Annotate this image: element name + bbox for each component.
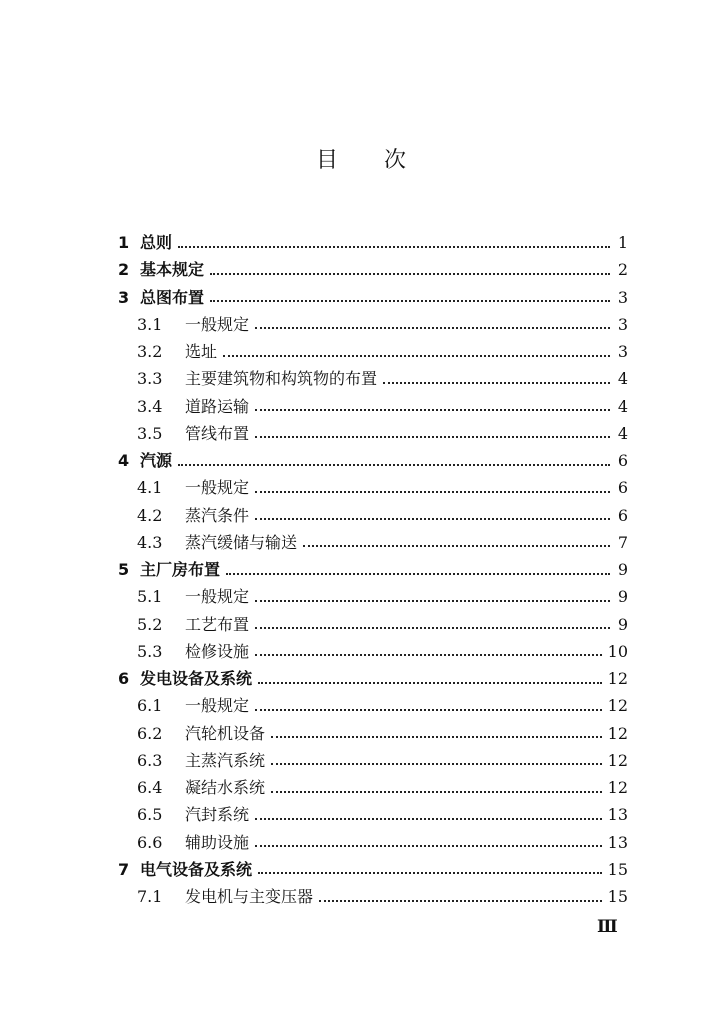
dot-leader [255,491,610,493]
toc-entry-number: 6.2 [137,723,163,743]
toc-entry[interactable] [118,365,628,392]
toc-entry[interactable] [118,474,628,501]
toc-entry-number: 5.2 [137,614,163,634]
toc-entry[interactable] [118,829,628,856]
toc-entry-page: 3 [617,342,628,361]
toc-entry-number: 3 [118,287,130,307]
dot-leader [383,382,610,384]
toc-entry-page: 10 [607,641,628,661]
toc-entry-page: 13 [607,832,628,852]
dot-leader [255,327,610,329]
dot-leader [210,300,610,302]
dot-leader [271,736,602,738]
toc-entry-title: 主厂房布置 [140,560,221,579]
toc-entry[interactable] [118,692,628,719]
toc-entry-page: 3 [617,314,628,334]
toc-entry[interactable] [118,774,628,801]
toc-entry-number: 7.1 [137,887,163,906]
toc-entry-title: 发电机与主变压器 [185,887,314,906]
toc-entry-title: 发电设备及系统 [140,669,253,688]
dot-leader [226,573,610,575]
toc-entry[interactable] [118,393,628,420]
toc-entry[interactable] [118,311,628,338]
toc-entry[interactable] [118,556,628,583]
toc-entry-page: 15 [607,887,628,906]
toc-entry-page: 2 [617,260,628,280]
toc-entry-number: 4.3 [137,532,163,552]
dot-leader [255,845,602,847]
toc-entry[interactable] [118,720,628,747]
page-folio: Ⅲ [597,917,618,937]
toc-entry-page: 7 [617,532,628,552]
toc-entry-page: 9 [617,560,628,579]
toc-entry-page: 15 [607,859,628,879]
toc-entry-number: 4.1 [137,478,163,498]
toc-entry-number: 3.1 [137,314,163,334]
toc-entry-number: 3.5 [137,423,163,443]
dot-leader [223,355,610,357]
toc-entry-page: 12 [607,750,628,770]
toc-entry[interactable] [118,284,628,311]
toc-entry[interactable] [118,856,628,883]
toc-entry-number: 5.1 [137,587,163,607]
dot-leader [255,436,610,438]
toc-entry-title: 基本规定 [140,260,205,280]
dot-leader [258,872,602,874]
toc-entry[interactable] [118,583,628,610]
toc-entry-page: 9 [617,614,628,634]
toc-entry-page: 12 [607,778,628,797]
dot-leader [255,409,610,411]
toc-entry[interactable] [118,638,628,665]
toc-entry[interactable] [118,502,628,529]
toc-entry-title: 汽轮机设备 [185,723,266,743]
toc-entry-page: 3 [617,287,628,307]
toc-entry-page: 12 [607,723,628,743]
toc-entry-page: 9 [617,587,628,607]
dot-leader [255,600,610,602]
page-title-char-2: 次 [384,148,409,173]
toc-entry[interactable] [118,883,628,910]
dot-leader [255,627,610,629]
toc-entry-number: 6.1 [137,696,163,716]
toc-entry-title: 一般规定 [185,587,250,607]
toc-entry-number: 4.2 [137,505,163,525]
toc-entry-number: 6.6 [137,832,163,852]
toc-entry-number: 6.3 [137,750,163,770]
toc-entry[interactable] [118,338,628,365]
dot-leader [271,763,602,765]
dot-leader [255,709,602,711]
toc-entry[interactable] [118,665,628,692]
toc-entry-page: 6 [617,451,628,470]
toc-entry-title: 主蒸汽系统 [185,750,266,770]
toc-entry-number: 6 [118,669,130,688]
toc-entry-number: 4 [118,451,130,470]
toc-entry-title: 汽封系统 [185,805,250,825]
toc-entry-title: 管线布置 [185,423,250,443]
toc-entry-number: 5.3 [137,641,163,661]
toc-entry-title: 检修设施 [185,641,250,661]
dot-leader [178,246,610,248]
toc-entry-number: 2 [118,260,130,280]
dot-leader [319,900,602,902]
dot-leader [255,818,602,820]
toc-entry-title: 一般规定 [185,478,250,498]
toc-entry-title: 总图布置 [140,287,205,307]
table-of-contents [118,229,628,910]
toc-entry-number: 6.5 [137,805,163,825]
dot-leader [255,654,602,656]
toc-entry-title: 总则 [140,233,173,252]
toc-entry[interactable] [118,256,628,283]
dot-leader [255,518,610,520]
toc-entry-page: 4 [617,396,628,416]
toc-entry-number: 3.3 [137,369,163,389]
toc-entry[interactable] [118,611,628,638]
toc-entry-title: 汽源 [140,451,173,470]
dot-leader [178,464,610,466]
toc-entry-title: 工艺布置 [185,614,250,634]
toc-entry-number: 3.2 [137,342,163,361]
toc-entry-number: 7 [118,859,130,879]
toc-entry-title: 蒸汽条件 [185,505,250,525]
toc-entry-page: 13 [607,805,628,825]
toc-entry-title: 凝结水系统 [185,778,266,797]
toc-entry-page: 1 [617,233,628,252]
page-title-char-1: 目 [315,148,340,173]
toc-entry-title: 道路运输 [185,396,250,416]
dot-leader [303,545,610,547]
toc-entry-number: 5 [118,560,130,579]
toc-entry-title: 电气设备及系统 [140,859,253,879]
toc-entry[interactable] [118,420,628,447]
dot-leader [271,791,602,793]
toc-entry-title: 选址 [185,342,218,361]
toc-entry[interactable] [118,747,628,774]
toc-entry-number: 1 [118,233,130,252]
dot-leader [258,682,602,684]
toc-entry[interactable] [118,801,628,828]
toc-entry-title: 主要建筑物和构筑物的布置 [185,369,378,389]
toc-entry-number: 6.4 [137,778,163,797]
toc-entry-page: 4 [617,369,628,389]
toc-entry-title: 一般规定 [185,696,250,716]
toc-entry[interactable] [118,229,628,256]
toc-entry-page: 6 [617,478,628,498]
toc-entry-title: 辅助设施 [185,832,250,852]
toc-entry-page: 6 [617,505,628,525]
toc-entry[interactable] [118,447,628,474]
toc-entry-page: 4 [617,423,628,443]
toc-entry[interactable] [118,529,628,556]
page-title [0,143,724,174]
toc-entry-number: 3.4 [137,396,163,416]
toc-entry-title: 一般规定 [185,314,250,334]
toc-entry-page: 12 [607,669,628,688]
toc-entry-page: 12 [607,696,628,716]
dot-leader [210,273,610,275]
toc-entry-title: 蒸汽缓储与输送 [185,532,298,552]
